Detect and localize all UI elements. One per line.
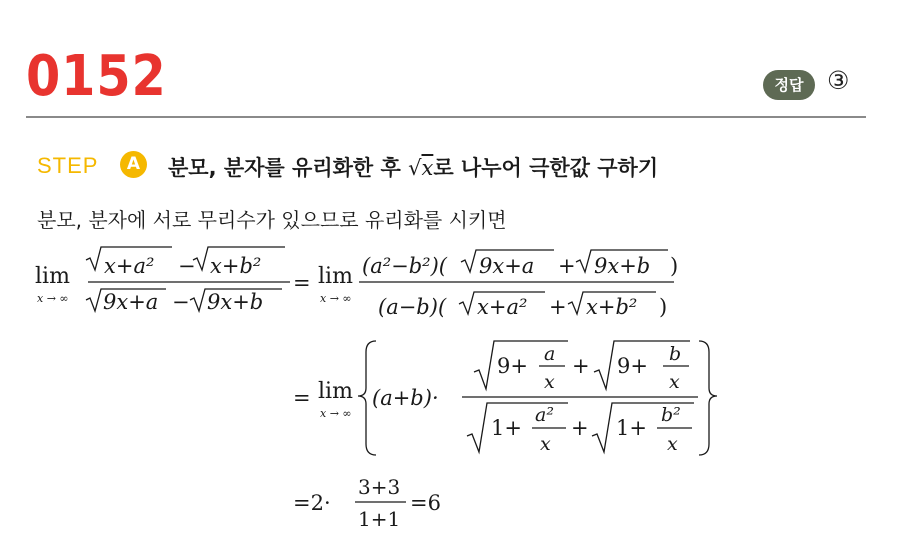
term: x+a² bbox=[477, 295, 528, 319]
term: x+b² bbox=[586, 295, 638, 319]
term: x bbox=[667, 433, 678, 455]
term: 9x+b bbox=[207, 290, 264, 314]
term: 9x+a bbox=[103, 290, 159, 314]
lim-label: lim bbox=[35, 264, 70, 289]
right-brace bbox=[699, 341, 717, 455]
term: 9x+b bbox=[594, 254, 651, 278]
term: x bbox=[540, 433, 551, 455]
term: a bbox=[544, 343, 556, 365]
problem-number: 0152 bbox=[26, 44, 167, 109]
term: (a+b)· bbox=[372, 386, 439, 410]
step-title-before: 분모, 분자를 유리화한 후 bbox=[168, 156, 409, 180]
term: 1+ bbox=[616, 416, 647, 440]
lim-subscript: x → ∞ bbox=[320, 407, 352, 420]
term: x bbox=[544, 371, 555, 393]
lim-subscript: x → ∞ bbox=[320, 292, 352, 305]
term: 3+3 bbox=[358, 475, 401, 499]
intro-text: 분모, 분자에 서로 무리수가 있으므로 유리화를 시키면 bbox=[37, 208, 507, 232]
answer-badge: 정답 bbox=[763, 70, 815, 100]
answer-value: ③ bbox=[827, 66, 850, 95]
term: 9x+a bbox=[479, 254, 535, 278]
lim-subscript: x → ∞ bbox=[37, 292, 69, 305]
operator: + bbox=[572, 354, 590, 378]
term: 1+1 bbox=[358, 507, 401, 531]
operator: − bbox=[178, 254, 196, 278]
term: 1+ bbox=[491, 416, 522, 440]
sqrt-symbol: √ bbox=[408, 156, 422, 180]
term: x bbox=[669, 371, 680, 393]
term: b bbox=[669, 343, 682, 365]
step-title-after: 로 나누어 극한값 구하기 bbox=[433, 156, 659, 180]
lim-label: lim bbox=[318, 264, 353, 289]
operator: + bbox=[571, 416, 589, 440]
term: (a²−b²)( bbox=[362, 254, 447, 278]
equals: = bbox=[293, 271, 311, 295]
lim-label: lim bbox=[318, 379, 353, 404]
term: (a−b)( bbox=[378, 295, 447, 319]
term: x+a² bbox=[104, 254, 155, 278]
term: =2· bbox=[293, 491, 331, 515]
term: 9+ bbox=[497, 354, 528, 378]
term: b² bbox=[661, 404, 681, 426]
operator: − bbox=[172, 290, 190, 314]
paren: ) bbox=[670, 254, 679, 278]
equals: = bbox=[293, 386, 311, 410]
term: 9+ bbox=[617, 354, 648, 378]
term: x+b² bbox=[210, 254, 262, 278]
paren: ) bbox=[659, 295, 668, 319]
term: a² bbox=[535, 404, 554, 426]
step-badge: A bbox=[120, 151, 147, 178]
step-label: STEP bbox=[37, 153, 99, 178]
operator: + bbox=[549, 295, 567, 319]
step-title-sqrt-var: x bbox=[421, 156, 434, 180]
result: =6 bbox=[410, 491, 441, 515]
operator: + bbox=[558, 254, 576, 278]
